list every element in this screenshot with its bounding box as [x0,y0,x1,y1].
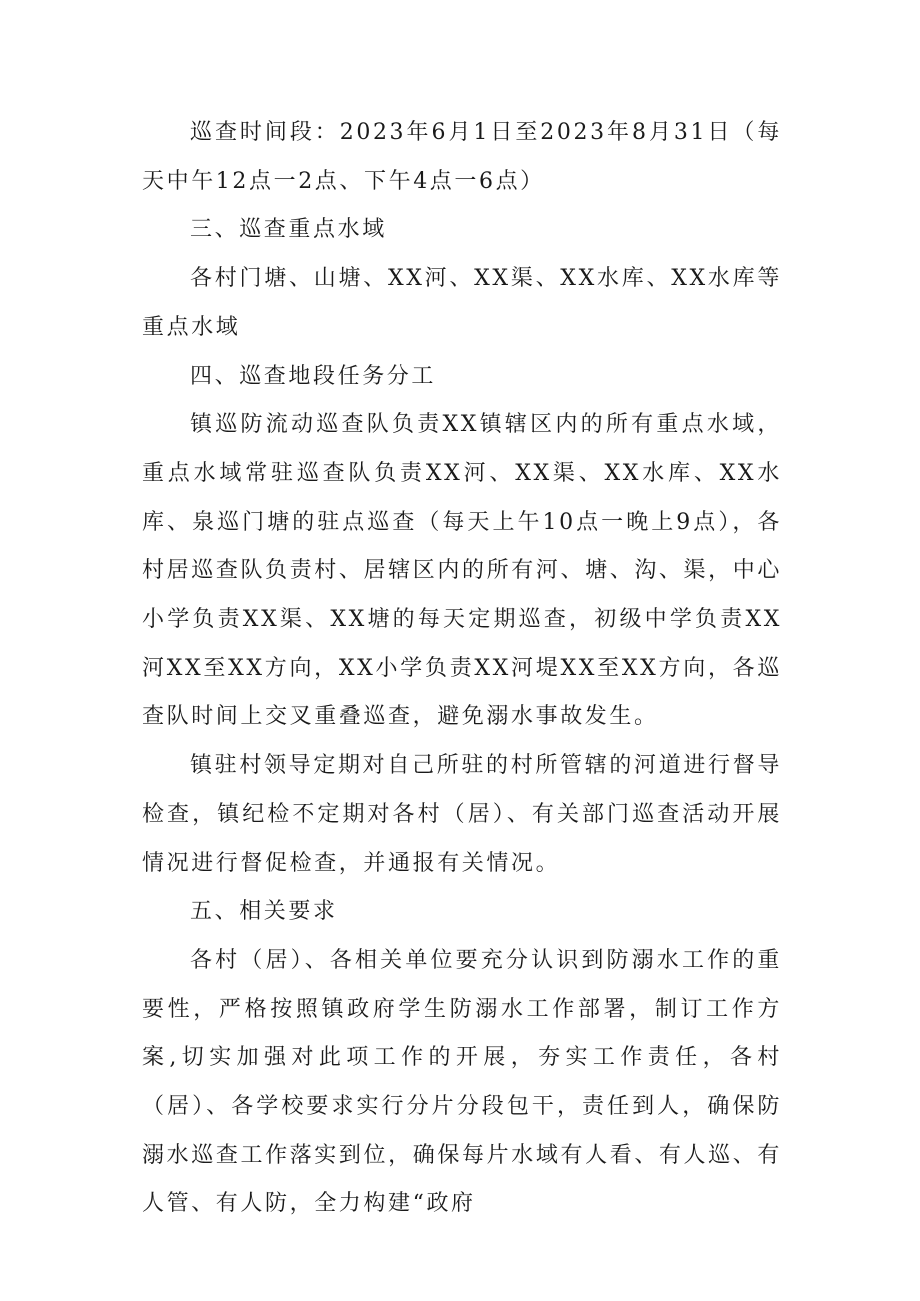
paragraph-patrol-time: 巡查时间段：2023年6月1日至2023年8月31日（每天中午12点一2点、下午4点一6点） [142,120,782,194]
section-heading-4: 四、巡查地段任务分工 [190,363,437,389]
paragraph-key-waters: 各村门塘、山塘、XX河、XX渠、XX水库、XX水库等重点水域 [142,266,782,340]
paragraph-supervision: 镇驻村领导定期对自己所驻的村所管辖的河道进行督导检查，镇纪检不定期对各村（居）、有关部门巡查活动开展情况进行督促检查，并通报有关情况。 [142,753,782,876]
document-body [142,109,782,1229]
paragraph-task-division: 镇巡防流动巡查队负责XX镇辖区内的所有重点水域，重点水域常驻巡查队负责XX河、XX渠、XX水库、XX水库、泉巡门塘的驻点巡查（每天上午10点一晚上9点），各村居巡查队负责村、居辖区内的所有河、塘、沟、渠，中心小学负责XX渠、XX塘的每天定期巡查，初级中学负责XX河XX至XX方向，XX小学负责XX河堤XX至XX方向，各巡查队时间上交叉重叠巡查，避免溺水事故发生。 [142,412,782,730]
section-heading-5: 五、相关要求 [190,899,338,925]
paragraph-requirements: 各村（居）、各相关单位要充分认识到防溺水工作的重要性，严格按照镇政府学生防溺水工作部署，制订工作方案,切实加强对此项工作的开展，夯实工作责任，各村（居）、各学校要求实行分片分段包干，责任到人，确保防溺水巡查工作落实到位，确保每片水域有人看、有人巡、有人管、有人防，全力构建“政府 [142,947,782,1217]
section-heading-3: 三、巡查重点水域 [190,217,387,243]
